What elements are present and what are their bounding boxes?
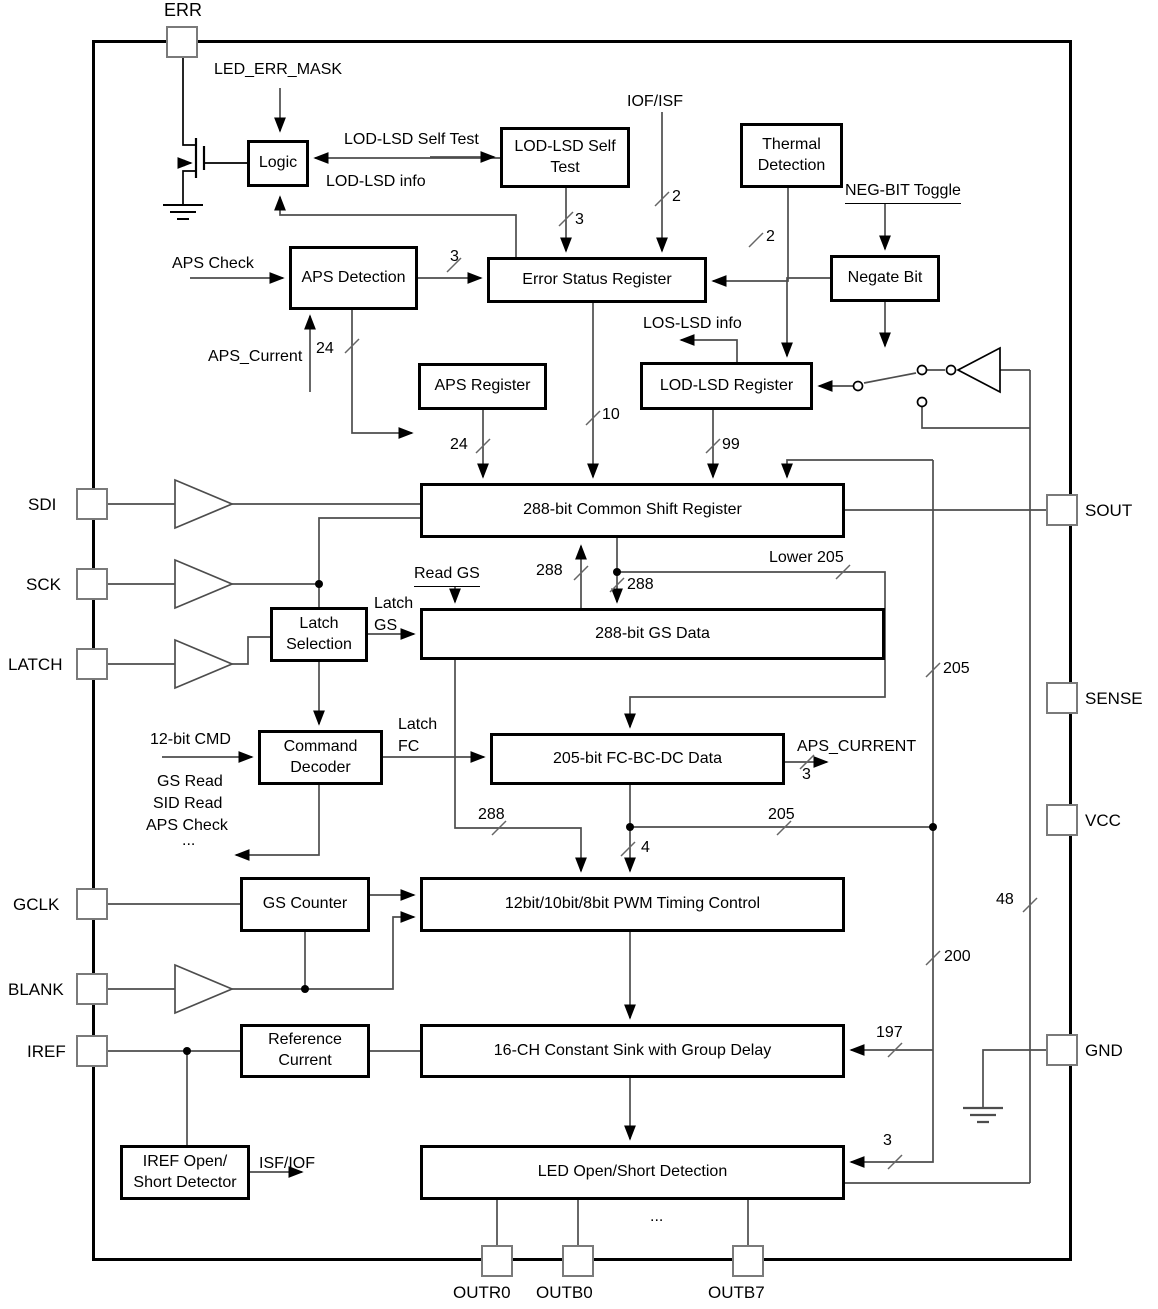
led-open-short-detection-block: LED Open/Short Detection <box>420 1145 845 1200</box>
latch-selection-block: Latch Selection <box>270 607 368 662</box>
bus-width-48: 48 <box>996 891 1014 908</box>
gs-counter-block: GS Counter <box>240 877 370 932</box>
bus-width-gs-pwm: 288 <box>478 806 505 823</box>
signal-lower-205: Lower 205 <box>769 549 844 566</box>
bus-width-sink: 197 <box>876 1024 903 1041</box>
fc-bc-dc-data-block: 205-bit FC-BC-DC Data <box>490 733 785 785</box>
pin-label-sense: SENSE <box>1085 689 1143 708</box>
pin-gclk <box>76 888 108 920</box>
pin-sout <box>1046 494 1078 526</box>
bus-width-apsreg-sr: 24 <box>450 436 468 453</box>
pin-label-gclk: GCLK <box>13 895 60 914</box>
pin-latch <box>76 648 108 680</box>
signal-neg-bit-toggle: NEG-BIT Toggle <box>845 180 961 204</box>
signal-los-lsd-info: LOS-LSD info <box>643 315 742 332</box>
iref-open-short-detector-block: IREF Open/ Short Detector <box>120 1145 250 1200</box>
aps-detection-block: APS Detection <box>289 246 418 310</box>
lod-lsd-self-test-block: LOD-LSD Self Test <box>500 127 630 188</box>
bus-width-apsdet-esr: 3 <box>450 248 459 265</box>
pin-blank <box>76 973 108 1005</box>
negate-switch-icon <box>854 348 1001 407</box>
pin-outb7 <box>732 1245 764 1277</box>
pin-outr0 <box>481 1245 513 1277</box>
signal-aps-current: APS_Current <box>208 348 303 365</box>
signal-latch-gs: Latch GS <box>374 595 414 634</box>
bus-width-fc-pwm: 4 <box>641 839 650 856</box>
reference-current-block: Reference Current <box>240 1024 370 1078</box>
pin-err <box>166 26 198 58</box>
pin-sck <box>76 568 108 600</box>
lod-lsd-register-block: LOD-LSD Register <box>640 362 813 410</box>
signal-gs-read: GS Read <box>157 773 223 790</box>
signal-sid-read: SID Read <box>153 795 223 812</box>
signal-latch-fc: Latch FC <box>398 716 438 755</box>
bus-width-lodreg-sr: 99 <box>722 436 740 453</box>
bus-width-esr-sr: 10 <box>602 406 620 423</box>
signal-lod-lsd-self-test: LOD-LSD Self Test <box>344 131 479 148</box>
bus-width-selftest: 3 <box>575 211 584 228</box>
common-shift-register-block: 288-bit Common Shift Register <box>420 483 845 538</box>
signal-read-gs: Read GS <box>414 563 480 587</box>
signal-aps-current-out: APS_CURRENT <box>797 738 917 755</box>
pin-label-iref: IREF <box>27 1042 66 1061</box>
pin-sense <box>1046 682 1078 714</box>
signal-aps-check-cmd: APS Check <box>146 817 228 834</box>
pin-label-err: $\overline{ERR}$ <box>163 0 202 20</box>
pin-iref <box>76 1035 108 1067</box>
aps-register-block: APS Register <box>418 363 547 410</box>
pin-label-outr0: OUTR0 <box>453 1283 511 1302</box>
pin-label-outb0: OUTB0 <box>536 1283 593 1302</box>
signal-led-err-mask: LED_ERR_MASK <box>214 61 343 78</box>
gs-data-block: 288-bit GS Data <box>420 608 885 660</box>
signal-aps-check: APS Check <box>172 255 254 272</box>
pin-gnd <box>1046 1034 1078 1066</box>
bus-width-thermal: 2 <box>766 228 775 245</box>
pin-vcc <box>1046 804 1078 836</box>
signal-cmd-ellipsis: ... <box>182 832 196 849</box>
thermal-detection-block: Thermal Detection <box>740 123 843 188</box>
pin-label-gnd: GND <box>1085 1041 1123 1060</box>
pin-label-sout: SOUT <box>1085 501 1133 520</box>
pin-outb0 <box>562 1245 594 1277</box>
logic-block: Logic <box>247 140 309 187</box>
bus-width-aps-current: 3 <box>802 766 811 783</box>
bus-width-gs-sr: 288 <box>536 562 563 579</box>
pin-label-sck: SCK <box>26 575 61 594</box>
pin-label-latch: LATCH <box>8 655 63 674</box>
signal-lod-lsd-info: LOD-LSD info <box>326 173 426 190</box>
bus-width-fb200: 200 <box>944 948 971 965</box>
pin-label-vcc: VCC <box>1085 811 1121 830</box>
signal-12bit-cmd: 12-bit CMD <box>150 731 231 748</box>
signal-isf-iof: ISF/IOF <box>259 1155 315 1172</box>
bus-width-apsdet-reg: 24 <box>316 340 334 357</box>
bus-width-led: 3 <box>883 1132 892 1149</box>
error-status-register-block: Error Status Register <box>487 257 707 303</box>
pin-sdi <box>76 488 108 520</box>
constant-sink-block: 16-CH Constant Sink with Group Delay <box>420 1024 845 1078</box>
bus-width-fc205: 205 <box>768 806 795 823</box>
bus-width-iof: 2 <box>672 188 681 205</box>
pin-label-sdi: SDI <box>28 495 57 514</box>
bus-width-fb205: 205 <box>943 660 970 677</box>
pwm-timing-control-block: 12bit/10bit/8bit PWM Timing Control <box>420 877 845 932</box>
negate-bit-block: Negate Bit <box>830 255 940 302</box>
pin-label-blank: BLANK <box>8 980 64 999</box>
pin-label-outb7: OUTB7 <box>708 1283 765 1302</box>
command-decoder-block: Command Decoder <box>258 730 383 785</box>
bus-width-sr-gs: 288 <box>627 576 654 593</box>
signal-out-ellipsis: ... <box>650 1208 664 1225</box>
signal-iof-isf: IOF/ISF <box>627 93 683 110</box>
